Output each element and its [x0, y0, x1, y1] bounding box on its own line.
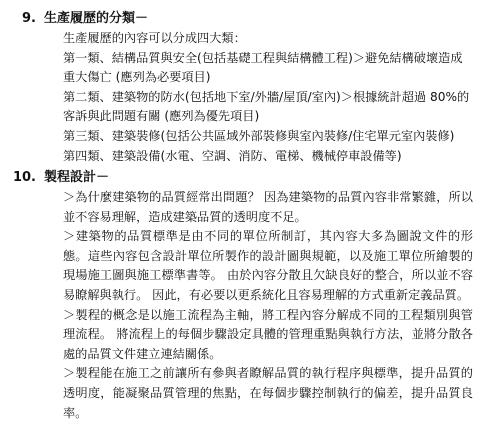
section-heading: [0, 168, 495, 188]
paragraph-process-benefits: ＞製程能在施工之前讓所有參與者瞭解品質的執行程序與標準，提升品質的透明度，能凝聚品質管理的焦點，在每個步驟控制執行的偏差，提升品質良率。: [63, 366, 473, 420]
section-number: 9.: [22, 11, 36, 26]
section-number: 10.: [12, 170, 36, 185]
paragraph-why-quality-issues: ＞為什麼建築物的品質經常出問題？ 因為建築物的品質內容非常繁雜，所以並不容易理解，造成建築品質的透明度不足。: [63, 190, 473, 224]
category-3: 第三類、建築裝修(包括公共區域外部裝修與室內裝修/住宅單元室內裝修): [63, 128, 455, 143]
section-title: 生產履歷的分類－: [44, 11, 149, 26]
section-process-design: [0, 168, 495, 420]
section-title: 製程設計－: [44, 170, 110, 185]
section-body: [63, 29, 473, 166]
section-heading: [0, 9, 495, 29]
intro-line: 生產履歷的內容可以分成四大類：: [63, 31, 246, 45]
paragraph-process-concept: ＞製程的概念是以施工流程為主軸，將工程內容分解成不同的工程類別與管理流程。 將流程上的每個步驟設定具體的管理重點與執行方法，並將分散各處的品質文件建立連結關係。: [63, 307, 473, 361]
category-4: 第四類、建築設備(水電、空調、消防、電梯、機械停車設備等): [63, 148, 402, 163]
category-1: 第一類、結構品質與安全(包括基礎工程與結構體工程)＞避免結構破壞造成重大傷亡 (應列為必要項目): [63, 50, 463, 85]
section-body: [63, 188, 473, 423]
category-2: 第二類、建築物的防水(包括地下室/外牆/屋頂/室內)＞根據統計超過 80%的客訴與此問題有關 (應列為優先項目): [63, 89, 470, 124]
section-production-history: [0, 9, 495, 163]
paragraph-quality-standards: ＞建築物的品質標準是由不同的單位所制訂，其內容大多為圖說文件的形態。這些內容包含設計單位所製作的設計圖與規範，以及施工單位所繪製的現場施工圖與施工標準書等。 由於內容分散且欠缺良好的整合，所以並不容易瞭解與執行。 因此，有必要以更系統化且容易理解的方式重新定義品質。: [63, 229, 473, 302]
